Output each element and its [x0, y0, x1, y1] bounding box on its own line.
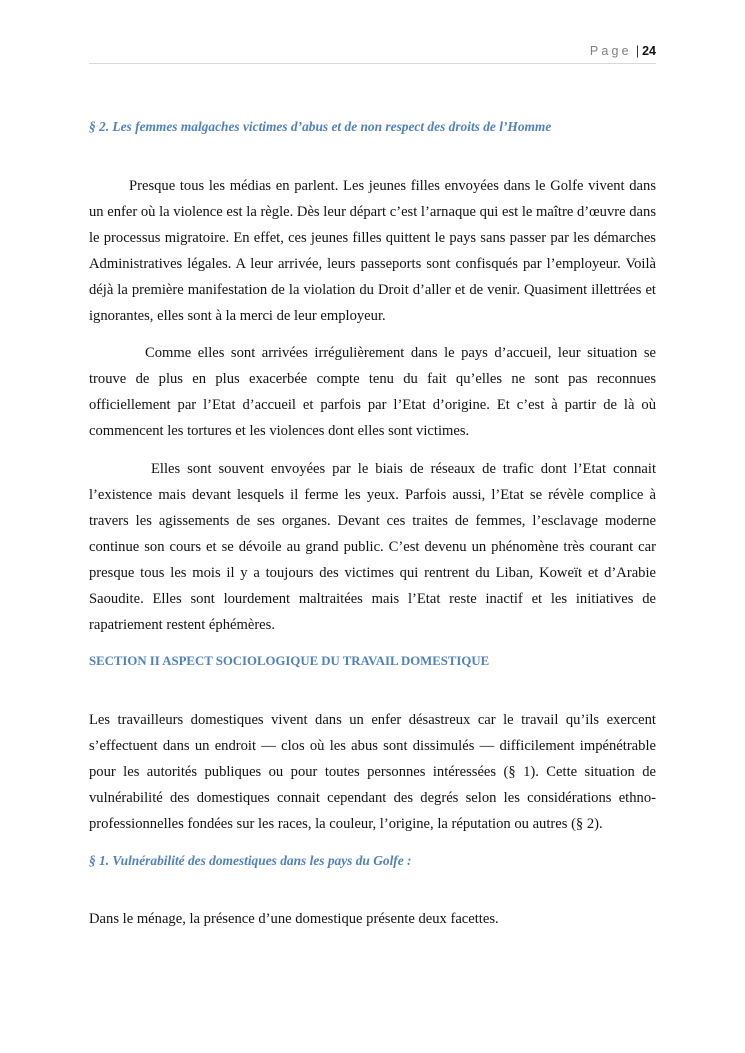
page-label: Page — [589, 44, 632, 58]
page-header — [590, 44, 656, 58]
page-number: 24 — [642, 44, 656, 58]
subsection-heading-2: § 2. Les femmes malgaches victimes d’abus et de non respect des droits de l’Homme — [89, 119, 552, 134]
paragraph-1: Presque tous les médias en parlent. Les jeunes filles envoyées dans le Golfe vivent dans un enfer où la violence est la règle. Dès leur départ c’est l’arnaque qui est le maître d’œuvre dans le processus migratoire. En effet, ces jeunes filles quittent le pays sans passer par les démarches Administratives légales. A leur arrivée, leurs passeports sont confisqués par l’employeur. Voilà déjà la première manifestation de la violation du Droit d’aller et de venir. Quasiment illettrées et ignorantes, elles sont à la merci de leur employeur. — [89, 178, 656, 324]
subsection-heading-1: § 1. Vulnérabilité des domestiques dans les pays du Golfe : — [89, 853, 412, 868]
paragraph-section-intro: Les travailleurs domestiques vivent dans un enfer désastreux car le travail qu’ils exercent s’effectuent dans un endroit — clos où les abus sont dissimulés — difficilement impénétrable pour les autorités publiques ou pour toutes personnes intéressées (§ 1). Cette situation de vulnérabilité des domestiques connait cependant des degrés selon les considérations ethno-professionnelles fondées sur les races, la couleur, l’origine, la réputation ou autres (§ 2). — [89, 712, 656, 832]
paragraph-2: Comme elles sont arrivées irrégulièrement dans le pays d’accueil, leur situation se trouve de plus en plus exacerbée compte tenu du fait qu’elles ne sont pas reconnues officiellement par l’Etat d’accueil et parfois par l’Etat d’origine. Et c’est à partir de là où commencent les tortures et les violences dont elles sont victimes. — [89, 345, 656, 439]
header-separator: | — [635, 44, 640, 58]
paragraph-last: Dans le ménage, la présence d’une domestique présente deux facettes. — [89, 911, 499, 927]
header-rule — [89, 63, 656, 64]
paragraph-3: Elles sont souvent envoyées par le biais de réseaux de trafic dont l’Etat connait l’existence mais devant lesquels il ferme les yeux. Parfois aussi, l’Etat se révèle complice à travers les agissements de ses organes. Devant ces traites de femmes, l’esclavage moderne continue son cours et se dévoile au grand public. C’est devenu un phénomène très courant car presque tous les mois il y a toujours des victimes qui rentrent du Liban, Koweït et d’Arabie Saoudite. Elles sont lourdement maltraitées mais l’Etat reste inactif et les initiatives de rapatriement restent éphémères. — [89, 461, 656, 633]
section-heading: SECTION II ASPECT SOCIOLOGIQUE DU TRAVAIL DOMESTIQUE — [89, 654, 490, 668]
